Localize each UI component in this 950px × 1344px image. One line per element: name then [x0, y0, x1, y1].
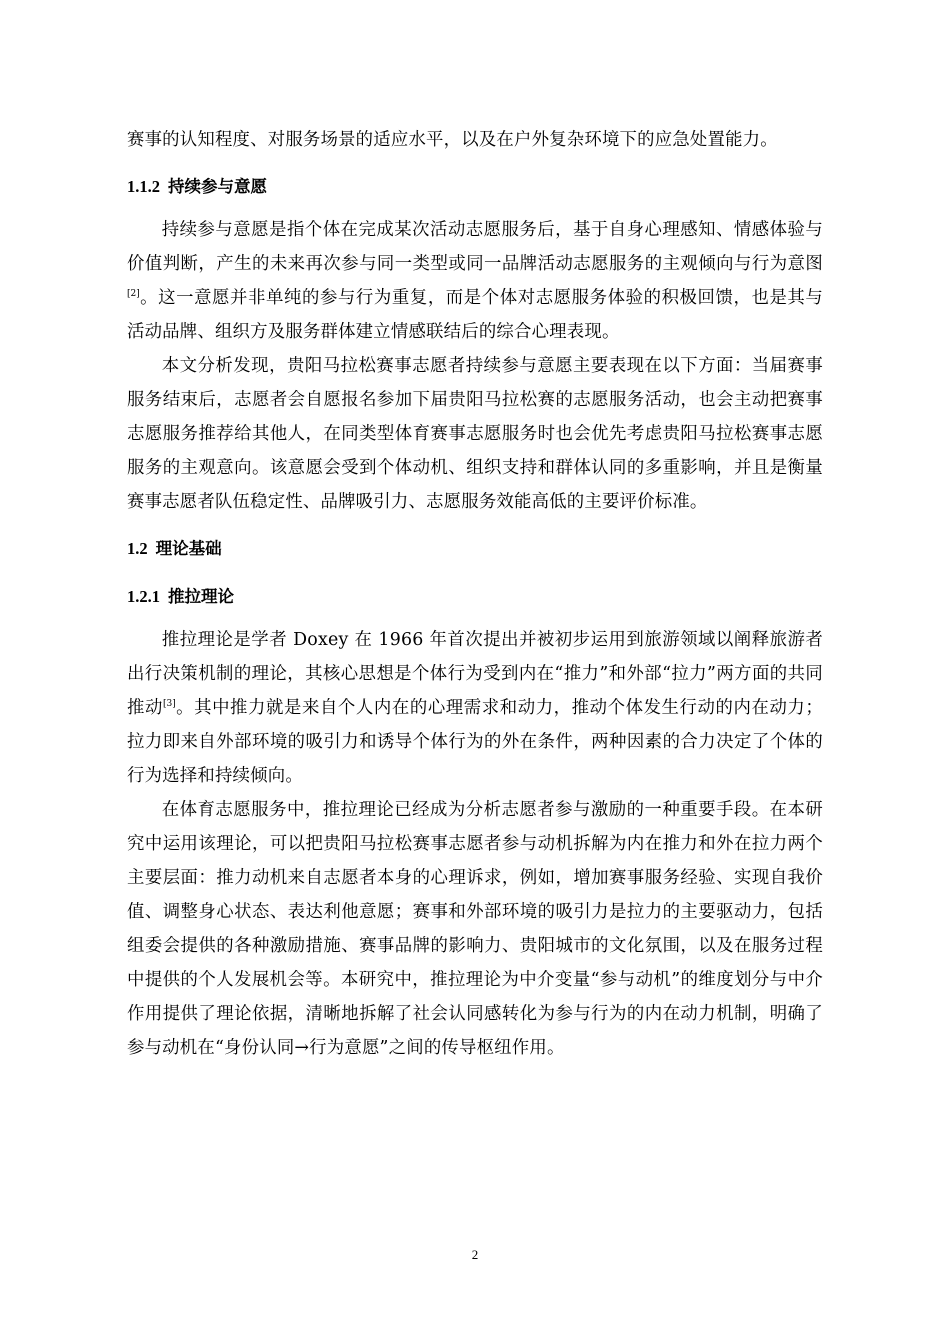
section-title: 持续参与意愿 — [168, 177, 267, 196]
section-number: 1.2.1 — [127, 587, 160, 606]
section-number: 1.1.2 — [127, 177, 160, 196]
section-heading-1-2 — [127, 525, 823, 573]
paragraph-text: 本文分析发现，贵阳马拉松赛事志愿者持续参与意愿主要表现在以下方面：当届赛事服务结束后，志愿者会自愿报名参加下届贵阳马拉松赛的志愿服务活动，也会主动把赛事志愿服务推荐给其他人，在同类型体育赛事志愿服务时也会优先考虑贵阳马拉松赛事志愿服务的主观意向。该意愿会受到个体动机、组织支持和群体认同的多重影响，并且是衡量赛事志愿者队伍稳定性、品牌吸引力、志愿服务效能高低的主要评价标准。 — [127, 356, 823, 512]
section-heading-1-1-2 — [127, 163, 823, 211]
section-title: 推拉理论 — [168, 587, 234, 606]
page-body — [127, 123, 823, 1065]
section-heading-1-2-1 — [127, 573, 823, 621]
paragraph-analysis-findings — [127, 349, 823, 519]
paragraph-text: 。这一意愿并非单纯的参与行为重复，而是个体对志愿服务体验的积极回馈，也是其与活动品牌、组织方及服务群体建立情感联结后的综合心理表现。 — [127, 288, 823, 342]
paragraph-continued — [127, 123, 823, 157]
page-number: 2 — [471, 1247, 479, 1262]
paragraph-text: 。其中推力就是来自个人内在的心理需求和动力，推动个体发生行动的内在动力；拉力即来自外部环境的吸引力和诱导个体行为的外在条件，两种因素的合力决定了个体的行为选择和持续倾向。 — [127, 698, 823, 786]
citation-ref: [3] — [162, 699, 176, 710]
paragraph-continued-participation-definition — [127, 213, 823, 349]
paragraph-text: 在体育志愿服务中，推拉理论已经成为分析志愿者参与激励的一种重要手段。在本研究中运用该理论，可以把贵阳马拉松赛事志愿者参与动机拆解为内在推力和外在拉力两个主要层面：推力动机来自志愿者本身的心理诉求，例如，增加赛事服务经验、实现自我价值、调整身心状态、表达利他意愿；赛事和外部环境的吸引力是拉力的主要驱动力，包括组委会提供的各种激励措施、赛事品牌的影响力、贵阳城市的文化氛围，以及在服务过程中提供的个人发展机会等。本研究中，推拉理论为中介变量“参与动机”的维度划分与中介作用提供了理论依据，清晰地拆解了社会认同感转化为参与行为的内在动力机制，明确了参与动机在“身份认同→行为意愿”之间的传导枢纽作用。 — [127, 800, 823, 1058]
paragraph-text: 推拉理论是学者 Doxey 在 1966 年首次提出并被初步运用到旅游领域以阐释旅游者出行决策机制的理论，其核心思想是个体行为受到内在“推力”和外部“拉力”两方面的共同推动 — [127, 630, 823, 718]
section-number: 1.2 — [127, 539, 148, 558]
citation-ref: [2] — [127, 289, 140, 300]
paragraph-text: 赛事的认知程度、对服务场景的适应水平，以及在户外复杂环境下的应急处置能力。 — [127, 130, 778, 150]
paragraph-text: 持续参与意愿是指个体在完成某次活动志愿服务后，基于自身心理感知、情感体验与价值判断，产生的未来再次参与同一类型或同一品牌活动志愿服务的主观倾向与行为意图 — [127, 220, 823, 274]
paragraph-push-pull-theory — [127, 623, 823, 793]
section-title: 理论基础 — [155, 539, 222, 558]
paragraph-theory-application — [127, 793, 823, 1065]
